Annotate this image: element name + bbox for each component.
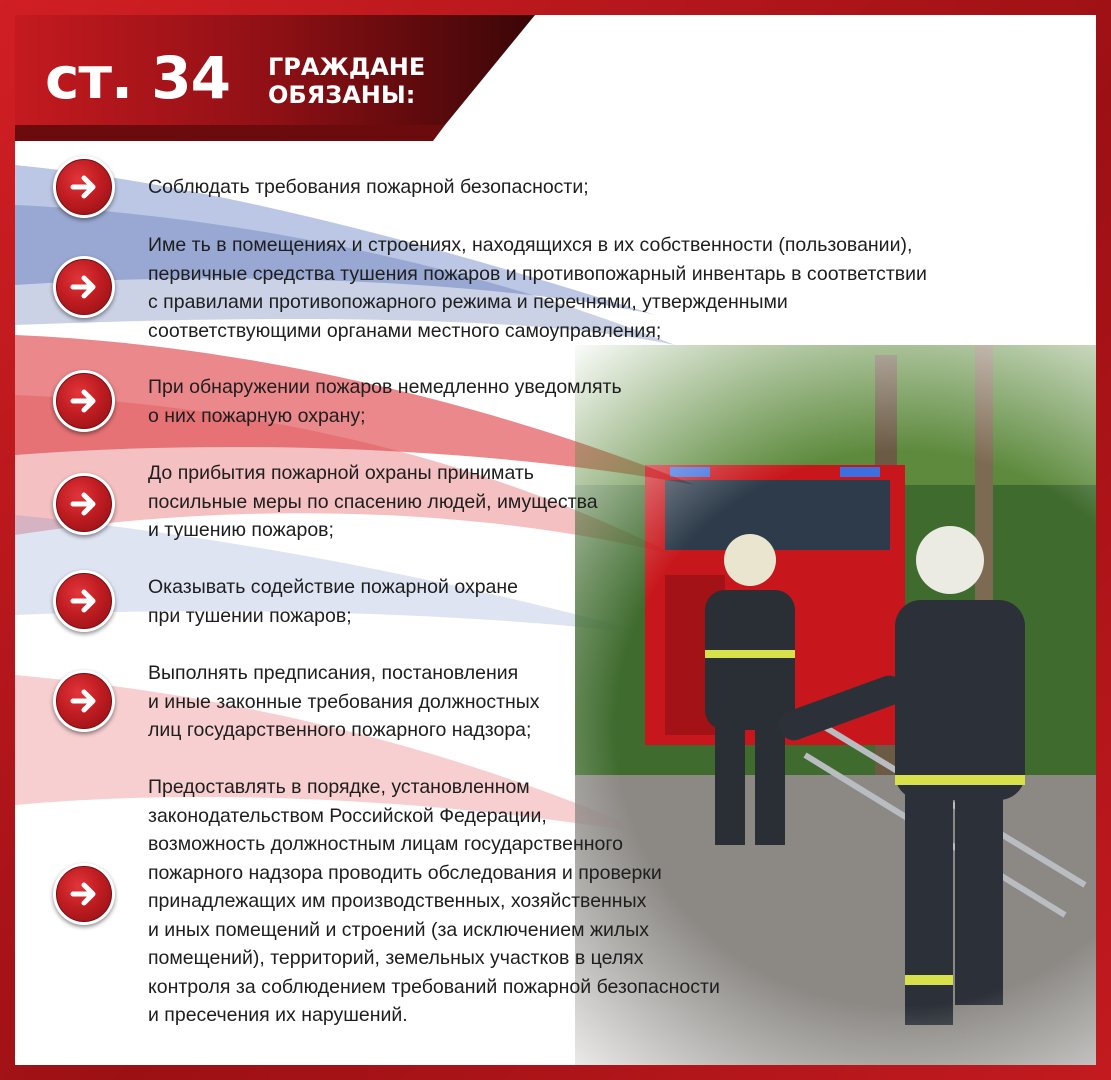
arrow-right-icon — [53, 670, 115, 732]
duty-text-line: и пресечения их нарушений. — [148, 1004, 408, 1026]
article-number: ст. 34 — [45, 44, 230, 112]
duty-text-line: Оказывать содействие пожарной охране — [148, 576, 518, 598]
duty-text-line: возможность должностным лицам государственного — [148, 833, 623, 855]
duty-text-line: о них пожарную охрану; — [148, 404, 366, 427]
duty-text-line: первичные средства тушения пожаров и противопожарный инвентарь в соответствии — [148, 262, 927, 285]
duty-text — [148, 173, 589, 202]
duty-text — [148, 659, 540, 745]
duty-text-line: Выполнять предписания, постановления — [148, 662, 519, 684]
duty-text — [148, 573, 518, 630]
duty-text-line: Соблюдать требования пожарной безопасности; — [148, 176, 589, 198]
duty-text-line: при тушении пожаров; — [148, 604, 352, 627]
arrow-right-icon — [53, 370, 115, 432]
duty-text-line: Предоставлять в порядке, установленном — [148, 776, 530, 798]
duty-text-line: Име ть в помещениях и строениях, находящихся в их собственности (пользовании), — [148, 234, 913, 256]
duty-text-line: лиц государственного пожарного надзора; — [148, 719, 532, 741]
duty-text-line: При обнаружении пожаров немедленно уведомлять — [148, 376, 622, 398]
arrow-right-icon — [53, 156, 115, 218]
duty-text — [148, 773, 720, 1030]
duty-text-line: и иные законные требования должностных — [148, 690, 540, 713]
duty-text-line: До прибытия пожарной охраны принимать — [148, 462, 534, 484]
duty-text-line: посильные меры по спасению людей, имущества — [148, 490, 598, 513]
duty-text-line: с правилами противопожарного режима и перечнями, утвержденными — [148, 291, 788, 313]
arrow-right-icon — [53, 473, 115, 535]
header-title-line2: ОБЯЗАНЫ: — [268, 81, 416, 109]
duty-text-line: контроля за соблюдением требований пожарной безопасности — [148, 975, 720, 998]
duty-text-line: помещений), территорий, земельных участков в целях — [148, 947, 644, 969]
duty-text-line: и тушению пожаров; — [148, 519, 334, 541]
duty-text-line: и иных помещений и строений (за исключением жилых — [148, 918, 650, 941]
duty-text — [148, 231, 927, 345]
arrow-right-icon — [53, 570, 115, 632]
arrow-right-icon — [53, 256, 115, 318]
duty-text-line: законодательством Российской Федерации, — [148, 804, 547, 827]
duty-text-line: пожарного надзора проводить обследования и проверки — [148, 861, 662, 884]
duty-text-line: принадлежащих им производственных, хозяйственных — [148, 890, 647, 912]
duty-text-line: соответствующими органами местного самоуправления; — [148, 319, 662, 342]
duty-text — [148, 373, 622, 430]
header-title-line1: ГРАЖДАНЕ — [268, 53, 426, 81]
duty-text — [148, 459, 598, 545]
header-title — [268, 53, 425, 109]
poster-card — [15, 15, 1096, 1065]
arrow-right-icon — [53, 863, 115, 925]
